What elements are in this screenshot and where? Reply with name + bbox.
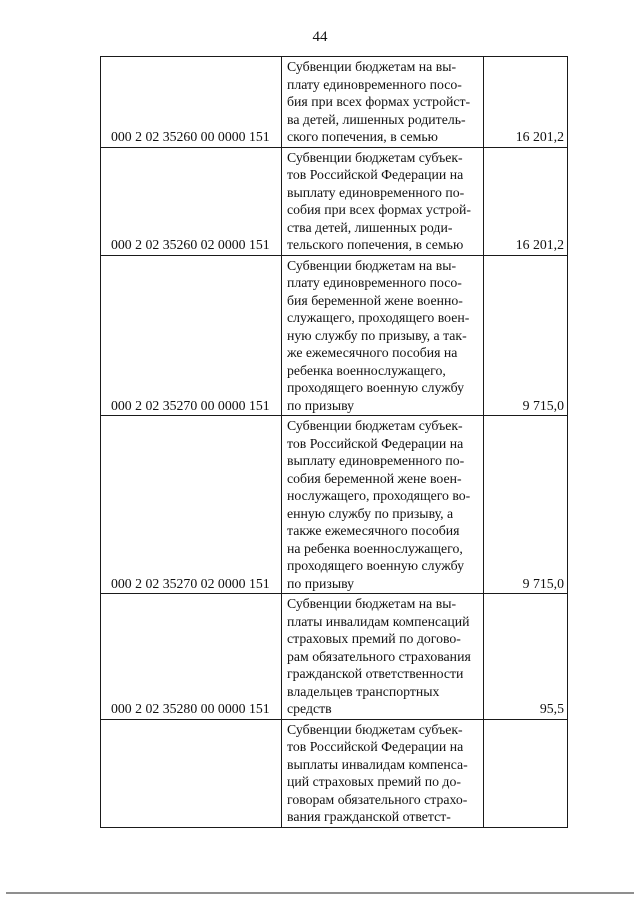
- revenue-description: [282, 147, 484, 255]
- description-line: служащего, проходящего воен-: [287, 310, 470, 325]
- amount: 9 715,0: [484, 416, 568, 594]
- description-line: енную службу по призыву, а: [287, 505, 454, 521]
- budget-code: 000 2 02 35270 00 0000 151: [101, 255, 282, 416]
- description-line: плату единовременного посо-: [287, 275, 462, 290]
- table-row: [101, 594, 568, 720]
- description-line: выплаты инвалидам компенса-: [287, 756, 468, 772]
- budget-code: 000 2 02 35260 02 0000 151: [101, 147, 282, 255]
- budget-code: [101, 719, 282, 827]
- description-line: средств: [287, 701, 332, 716]
- amount: 16 201,2: [484, 57, 568, 148]
- budget-code: 000 2 02 35270 02 0000 151: [101, 416, 282, 594]
- description-line: страховых премий по догово-: [287, 631, 461, 646]
- page-bottom-rule: [6, 892, 634, 894]
- description-line: Субвенции бюджетам на вы-: [287, 596, 457, 611]
- revenue-description: [282, 416, 484, 594]
- description-line: выплату единовременного по-: [287, 184, 465, 200]
- description-line: проходящего военную службу: [287, 558, 464, 573]
- description-line: ций страховых премий по до-: [287, 774, 461, 789]
- amount: [484, 719, 568, 827]
- budget-code: 000 2 02 35260 00 0000 151: [101, 57, 282, 148]
- description-line: вания гражданской ответст-: [287, 809, 451, 824]
- amount: 9 715,0: [484, 255, 568, 416]
- description-line: тов Российской Федерации на: [287, 435, 464, 451]
- description-line: собия при всех формах устрой-: [287, 202, 471, 217]
- amount: 95,5: [484, 594, 568, 720]
- table-row: [101, 57, 568, 148]
- description-line: ства детей, лишенных роди-: [287, 219, 453, 235]
- description-line: проходящего военную службу: [287, 380, 464, 395]
- description-line: по призыву: [287, 575, 355, 591]
- description-line: Субвенции бюджетам на вы-: [287, 257, 457, 273]
- budget-table: [100, 56, 568, 828]
- description-line: плату единовременного посо-: [287, 76, 462, 92]
- amount: 16 201,2: [484, 147, 568, 255]
- description-line: владельцев транспортных: [287, 683, 440, 699]
- description-line: бия беременной жене военно-: [287, 292, 463, 308]
- description-line: тов Российской Федерации на: [287, 739, 464, 754]
- revenue-description: [282, 57, 484, 148]
- table-row: [101, 416, 568, 594]
- revenue-description: [282, 255, 484, 416]
- description-line: нослужащего, проходящего во-: [287, 488, 471, 503]
- table-row: [101, 255, 568, 416]
- description-line: бия при всех формах устройст-: [287, 94, 471, 109]
- description-line: тельского попечения, в семью: [287, 237, 464, 252]
- description-line: на ребенка военнослужащего,: [287, 540, 463, 556]
- description-line: рам обязательного страхования: [287, 648, 471, 664]
- revenue-description: [282, 594, 484, 720]
- table-row: [101, 147, 568, 255]
- description-line: собия беременной жене воен-: [287, 470, 462, 486]
- description-line: ную службу по призыву, а так-: [287, 327, 467, 343]
- description-line: говорам обязательного страхо-: [287, 791, 468, 807]
- description-line: ского попечения, в семью: [287, 129, 438, 144]
- description-line: Субвенции бюджетам субъек-: [287, 149, 463, 165]
- description-line: Субвенции бюджетам субъек-: [287, 418, 463, 433]
- description-line: ребенка военнослужащего,: [287, 362, 446, 378]
- description-line: по призыву: [287, 397, 355, 413]
- budget-code: 000 2 02 35280 00 0000 151: [101, 594, 282, 720]
- description-line: Субвенции бюджетам на вы-: [287, 59, 457, 74]
- description-line: также ежемесячного пособия: [287, 523, 460, 538]
- description-line: Субвенции бюджетам субъек-: [287, 721, 463, 737]
- description-line: тов Российской Федерации на: [287, 167, 464, 182]
- description-line: ва детей, лишенных родитель-: [287, 111, 466, 127]
- description-line: выплату единовременного по-: [287, 453, 465, 468]
- revenue-description: [282, 719, 484, 827]
- description-line: гражданской ответственности: [287, 666, 464, 681]
- description-line: же ежемесячного пособия на: [287, 345, 458, 360]
- page-number: 44: [312, 29, 328, 45]
- description-line: платы инвалидам компенсаций: [287, 613, 470, 629]
- table-row: [101, 719, 568, 827]
